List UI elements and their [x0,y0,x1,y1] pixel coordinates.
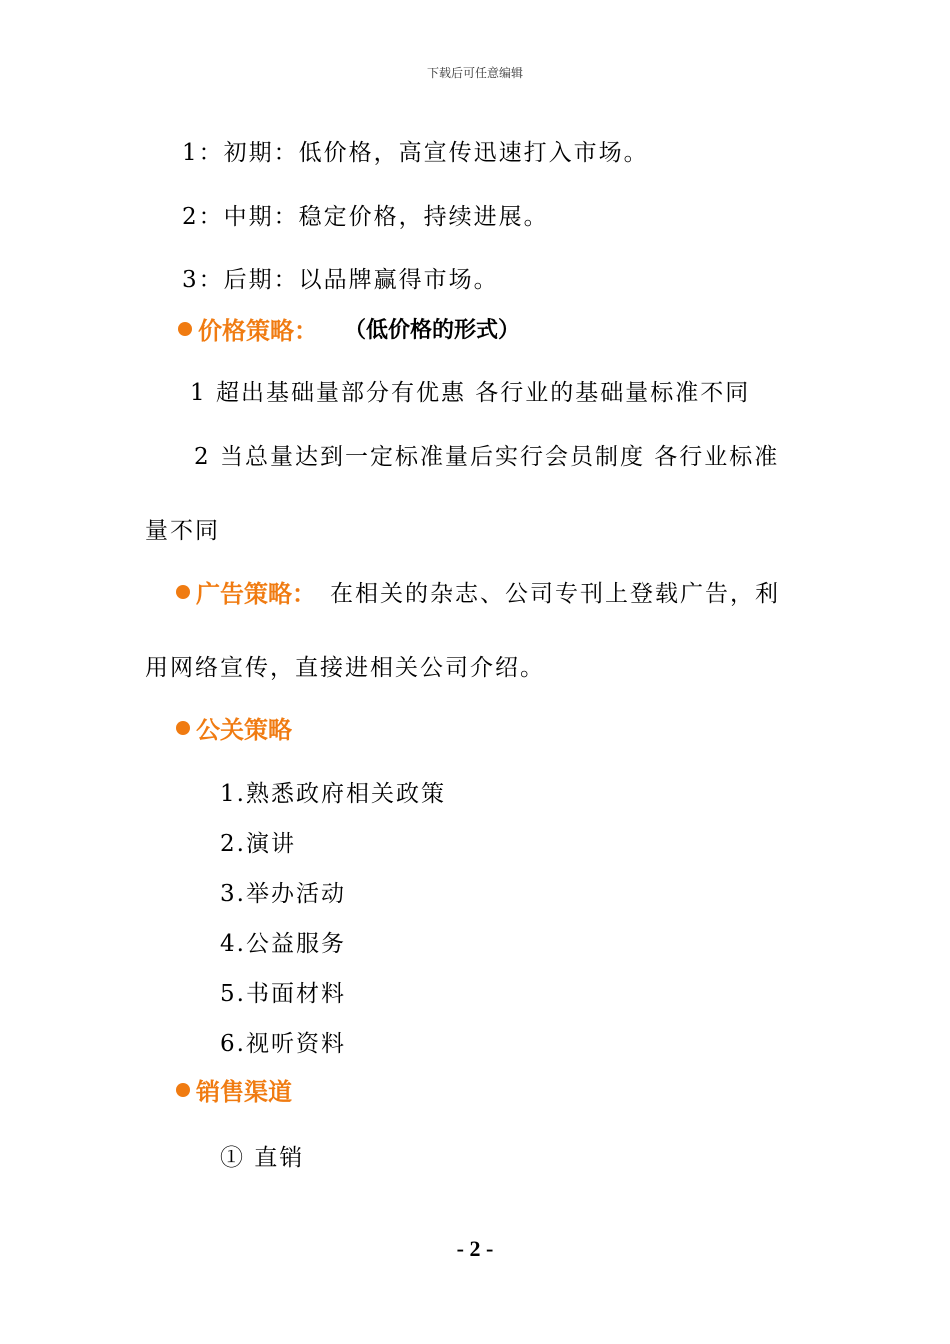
price-strategy-title: 价格策略： [198,317,318,345]
ad-strategy-heading [176,574,780,609]
phase-line-2: 2：中期：稳定价格，持续进展。 [182,204,549,230]
ad-strategy-text: 在相关的杂志、公司专刊上登载广告，利 [330,581,780,607]
price-strategy-heading [178,311,520,346]
pr-strategy-heading [176,710,292,745]
page-header: 下载后可任意编辑 [426,66,523,80]
sales-channel-heading [176,1072,292,1107]
phase-line-1: 1：初期：低价格，高宣传迅速打入市场。 [182,140,649,166]
list-item: 3.举办活动 [220,881,346,907]
list-item: ① 直销 [220,1145,305,1171]
bullet-icon [178,322,192,336]
price-item-2-continued: 量不同 [145,518,220,544]
ad-strategy-text-continued: 用网络宣传，直接进相关公司介绍。 [145,655,545,681]
ad-strategy-title: 广告策略： [196,580,316,608]
list-item: 1.熟悉政府相关政策 [220,781,446,807]
sales-channel-title: 销售渠道 [196,1078,292,1106]
pr-strategy-title: 公关策略 [196,716,292,744]
list-item: 2.演讲 [220,831,296,857]
list-item: 6.视听资料 [220,1031,346,1057]
bullet-icon [176,1083,190,1097]
price-strategy-note: （低价格的形式） [344,318,521,343]
bullet-icon [176,721,190,735]
page-number: - 2 - [456,1236,494,1261]
list-item: 5.书面材料 [220,981,346,1007]
list-item: 4.公益服务 [220,931,346,957]
phase-line-3: 3：后期：以品牌赢得市场。 [182,267,499,293]
price-item-2: 2 当总量达到一定标准量后实行会员制度 各行业标准 [194,444,780,470]
price-item-1: 1 超出基础量部分有优惠 各行业的基础量标准不同 [190,380,751,406]
bullet-icon [176,585,190,599]
